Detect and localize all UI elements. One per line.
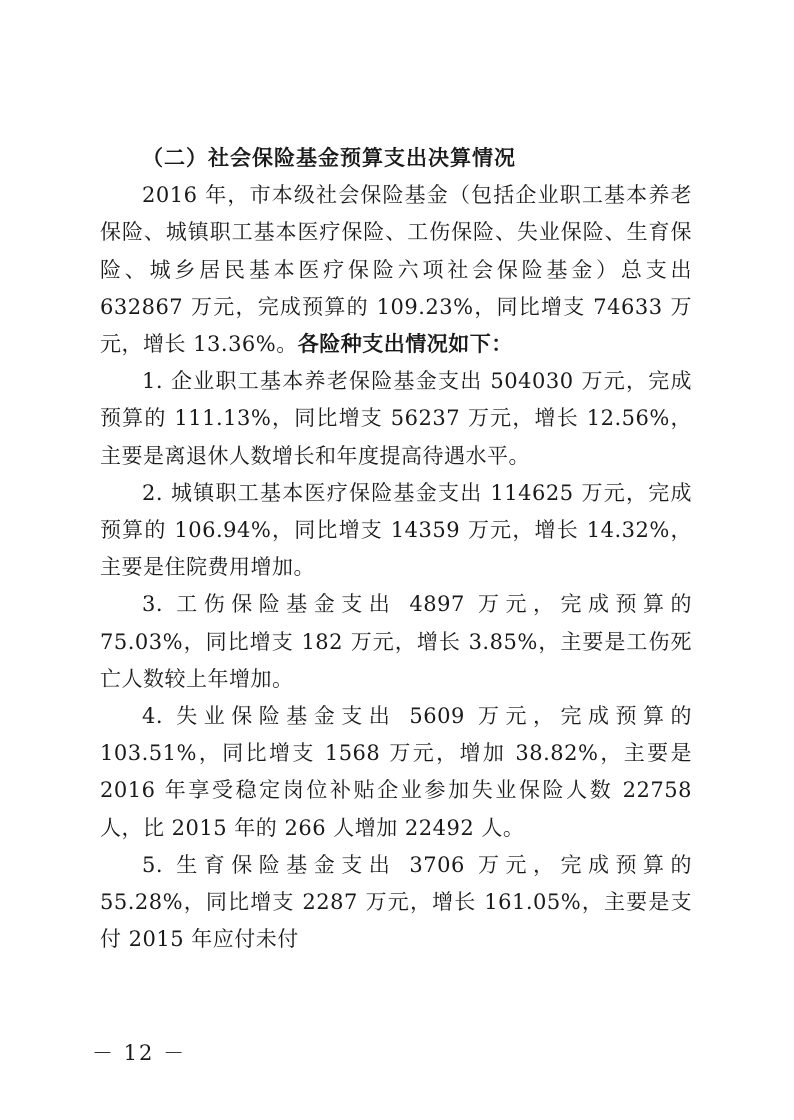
- section-heading: （二）社会保险基金预算支出决算情况: [142, 146, 516, 170]
- intro-paragraph: [100, 177, 692, 363]
- page-content: [100, 140, 692, 958]
- item-paragraph-1: 1. 企业职工基本养老保险基金支出 504030 万元，完成预算的 111.13%，同比增支 56237 万元，增长 12.56%，主要是离退休人数增长和年度提高待遇水平。: [100, 369, 692, 468]
- item-paragraph-4: 4. 失业保险基金支出 5609 万元，完成预算的 103.51%，同比增支 1568 万元，增加 38.82%，主要是 2016 年享受稳定岗位补贴企业参加失业保险人数 22758 人，比 2015 年的 266 人增加 22492 人。: [100, 704, 692, 840]
- page-number: － 12 －: [92, 1041, 187, 1065]
- item-paragraph-3: 3. 工伤保险基金支出 4897 万元，完成预算的 75.03%，同比增支 182 万元，增长 3.85%，主要是工伤死亡人数较上年增加。: [100, 592, 692, 691]
- intro-bold-text: 各险种支出情况如下：: [297, 332, 513, 357]
- item-paragraph-2: 2. 城镇职工基本医疗保险基金支出 114625 万元，完成预算的 106.94%，同比增支 14359 万元，增长 14.32%，主要是住院费用增加。: [100, 480, 692, 580]
- item-paragraph-5: 5. 生育保险基金支出 3706 万元，完成预算的 55.28%，同比增支 2287 万元，增长 161.05%，主要是支付 2015 年应付未付: [100, 852, 692, 952]
- intro-text: 2016 年，市本级社会保险基金（包括企业职工基本养老保险、城镇职工基本医疗保险、工伤保险、失业保险、生育保险、城乡居民基本医疗保险六项社会保险基金）总支出 632867 万元，完成预算的 109.23%，同比增支 74633 万元，增长 13.36%。: [100, 183, 692, 357]
